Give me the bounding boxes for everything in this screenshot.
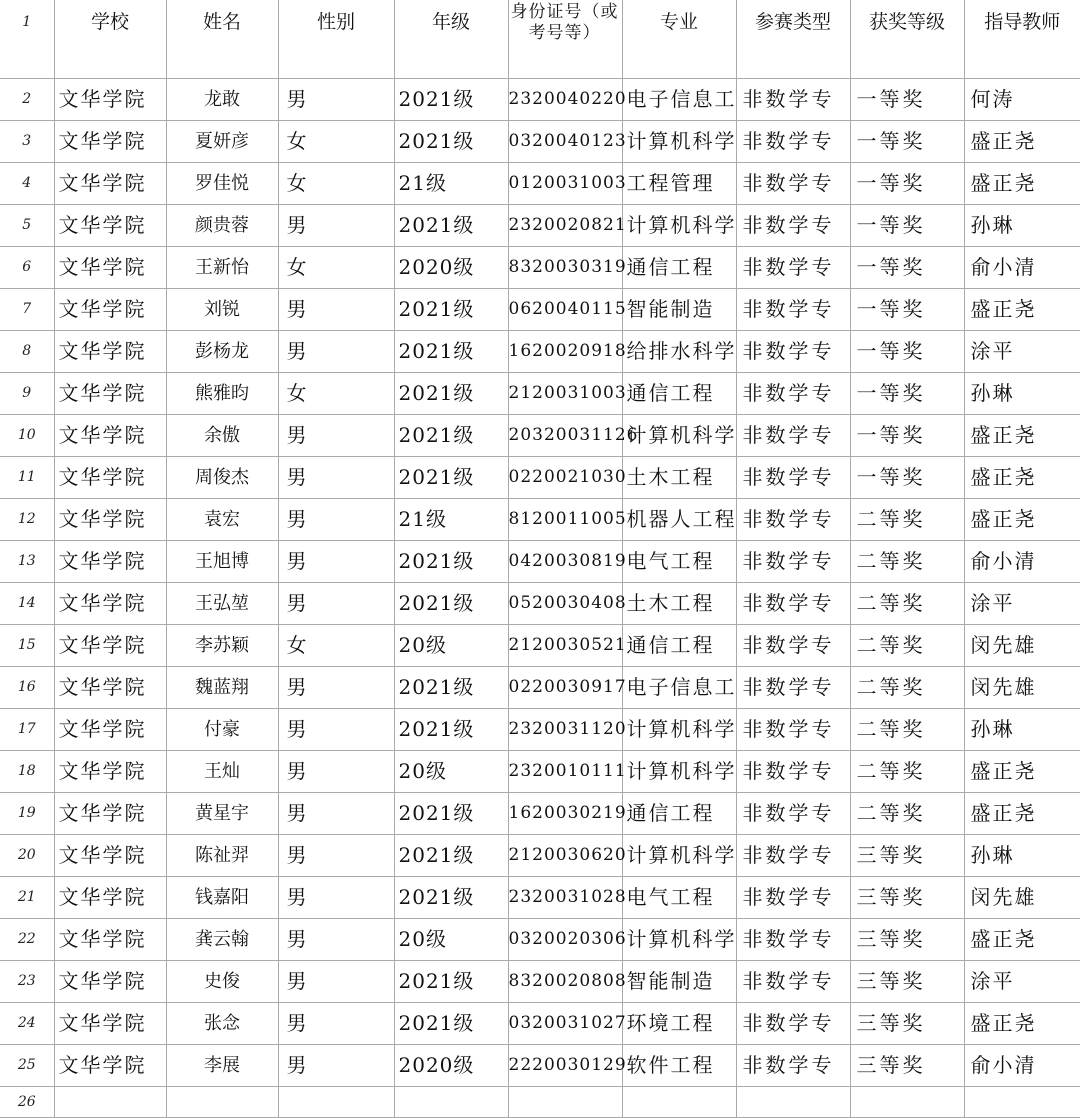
- cell-name[interactable]: 魏蓝翔: [166, 666, 278, 708]
- row-number[interactable]: 15: [0, 624, 54, 666]
- cell-major[interactable]: 电子信息工: [622, 666, 736, 708]
- row-number[interactable]: 19: [0, 792, 54, 834]
- cell-advisor[interactable]: 盛正尧: [964, 414, 1080, 456]
- cell-school[interactable]: 文华学院: [54, 708, 166, 750]
- cell-name[interactable]: 龙敢: [166, 78, 278, 120]
- cell-grade[interactable]: 2021级: [394, 708, 508, 750]
- row-number[interactable]: 25: [0, 1044, 54, 1086]
- row-number[interactable]: 3: [0, 120, 54, 162]
- table-row: [0, 960, 1080, 1002]
- header-entry-type[interactable]: 参赛类型: [736, 0, 850, 78]
- cell-school[interactable]: 文华学院: [54, 1044, 166, 1086]
- cell-school[interactable]: 文华学院: [54, 876, 166, 918]
- cell-advisor[interactable]: 孙琳: [964, 834, 1080, 876]
- cell-advisor[interactable]: 何涛: [964, 78, 1080, 120]
- cell-id-number[interactable]: 2120030521: [508, 624, 622, 666]
- row-number[interactable]: 13: [0, 540, 54, 582]
- cell-major[interactable]: 智能制造: [622, 960, 736, 1002]
- cell-award-level[interactable]: 三等奖: [850, 1044, 964, 1086]
- cell-id-number[interactable]: 0320031027: [508, 1002, 622, 1044]
- cell-entry-type[interactable]: 非数学专: [736, 1002, 850, 1044]
- cell-advisor[interactable]: 孙琳: [964, 204, 1080, 246]
- cell-major[interactable]: 计算机科学: [622, 708, 736, 750]
- cell-entry-type[interactable]: 非数学专: [736, 120, 850, 162]
- cell-name[interactable]: 史俊: [166, 960, 278, 1002]
- cell-grade[interactable]: 2021级: [394, 1002, 508, 1044]
- cell-gender[interactable]: 男: [278, 78, 394, 120]
- row-number[interactable]: 18: [0, 750, 54, 792]
- table-row: [0, 330, 1080, 372]
- table-row: [0, 918, 1080, 960]
- cell-name[interactable]: 王旭博: [166, 540, 278, 582]
- row-number[interactable]: 6: [0, 246, 54, 288]
- empty-cell[interactable]: [850, 1086, 964, 1117]
- cell-gender[interactable]: 男: [278, 1044, 394, 1086]
- cell-id-number[interactable]: 2120030620: [508, 834, 622, 876]
- cell-school[interactable]: 文华学院: [54, 330, 166, 372]
- cell-major[interactable]: 土木工程: [622, 456, 736, 498]
- cell-major[interactable]: 通信工程: [622, 372, 736, 414]
- cell-major[interactable]: 计算机科学: [622, 204, 736, 246]
- cell-gender[interactable]: 男: [278, 582, 394, 624]
- cell-id-number[interactable]: 20320031126: [508, 414, 622, 456]
- cell-advisor[interactable]: 闵先雄: [964, 666, 1080, 708]
- cell-name[interactable]: 付豪: [166, 708, 278, 750]
- table-row: [0, 582, 1080, 624]
- cell-gender[interactable]: 男: [278, 876, 394, 918]
- cell-grade[interactable]: 2021级: [394, 666, 508, 708]
- table-row: [0, 120, 1080, 162]
- table-row: [0, 834, 1080, 876]
- row-number[interactable]: 23: [0, 960, 54, 1002]
- cell-name[interactable]: 熊雅昀: [166, 372, 278, 414]
- cell-gender[interactable]: 男: [278, 1002, 394, 1044]
- cell-school[interactable]: 文华学院: [54, 582, 166, 624]
- row-number[interactable]: 24: [0, 1002, 54, 1044]
- cell-name[interactable]: 黄星宇: [166, 792, 278, 834]
- cell-gender[interactable]: 女: [278, 372, 394, 414]
- cell-award-level[interactable]: 二等奖: [850, 792, 964, 834]
- row-number[interactable]: 5: [0, 204, 54, 246]
- empty-cell[interactable]: [54, 1086, 166, 1117]
- cell-entry-type[interactable]: 非数学专: [736, 834, 850, 876]
- cell-grade[interactable]: 2021级: [394, 414, 508, 456]
- cell-name[interactable]: 刘锐: [166, 288, 278, 330]
- cell-award-level[interactable]: 一等奖: [850, 372, 964, 414]
- row-number[interactable]: 21: [0, 876, 54, 918]
- cell-entry-type[interactable]: 非数学专: [736, 792, 850, 834]
- table-row: [0, 750, 1080, 792]
- cell-advisor[interactable]: 盛正尧: [964, 792, 1080, 834]
- cell-gender[interactable]: 男: [278, 750, 394, 792]
- cell-grade[interactable]: 2021级: [394, 792, 508, 834]
- cell-id-number[interactable]: 0520030408: [508, 582, 622, 624]
- cell-award-level[interactable]: 三等奖: [850, 834, 964, 876]
- cell-award-level[interactable]: 二等奖: [850, 624, 964, 666]
- cell-major[interactable]: 计算机科学: [622, 918, 736, 960]
- cell-name[interactable]: 王灿: [166, 750, 278, 792]
- cell-advisor[interactable]: 盛正尧: [964, 288, 1080, 330]
- cell-award-level[interactable]: 三等奖: [850, 960, 964, 1002]
- empty-cell[interactable]: [622, 1086, 736, 1117]
- table-row: [0, 372, 1080, 414]
- cell-entry-type[interactable]: 非数学专: [736, 624, 850, 666]
- cell-grade[interactable]: 21级: [394, 162, 508, 204]
- cell-grade[interactable]: 2021级: [394, 456, 508, 498]
- cell-grade[interactable]: 2021级: [394, 540, 508, 582]
- cell-advisor[interactable]: 盛正尧: [964, 750, 1080, 792]
- cell-grade[interactable]: 20级: [394, 918, 508, 960]
- header-gender[interactable]: 性别: [278, 0, 394, 78]
- table-row: [0, 246, 1080, 288]
- cell-major[interactable]: 计算机科学: [622, 120, 736, 162]
- cell-advisor[interactable]: 孙琳: [964, 372, 1080, 414]
- cell-school[interactable]: 文华学院: [54, 750, 166, 792]
- table-row: [0, 288, 1080, 330]
- empty-cell[interactable]: [166, 1086, 278, 1117]
- cell-major[interactable]: 环境工程: [622, 1002, 736, 1044]
- cell-id-number[interactable]: 0420030819: [508, 540, 622, 582]
- cell-grade[interactable]: 2021级: [394, 876, 508, 918]
- table-row: [0, 204, 1080, 246]
- header-advisor[interactable]: 指导教师: [964, 0, 1080, 78]
- cell-school[interactable]: 文华学院: [54, 960, 166, 1002]
- row-number[interactable]: 26: [0, 1086, 54, 1117]
- cell-gender[interactable]: 男: [278, 498, 394, 540]
- row-number[interactable]: 20: [0, 834, 54, 876]
- table-row: [0, 1044, 1080, 1086]
- cell-advisor[interactable]: 盛正尧: [964, 498, 1080, 540]
- cell-id-number[interactable]: 0320040123: [508, 120, 622, 162]
- header-id-number[interactable]: 身份证号（或考号等）: [508, 0, 622, 78]
- cell-school[interactable]: 文华学院: [54, 540, 166, 582]
- cell-grade[interactable]: 2021级: [394, 120, 508, 162]
- cell-school[interactable]: 文华学院: [54, 792, 166, 834]
- cell-major[interactable]: 通信工程: [622, 246, 736, 288]
- cell-award-level[interactable]: 二等奖: [850, 498, 964, 540]
- cell-name[interactable]: 颜贵蓉: [166, 204, 278, 246]
- cell-gender[interactable]: 男: [278, 666, 394, 708]
- cell-school[interactable]: 文华学院: [54, 372, 166, 414]
- cell-entry-type[interactable]: 非数学专: [736, 456, 850, 498]
- cell-school[interactable]: 文华学院: [54, 624, 166, 666]
- table-row: [0, 78, 1080, 120]
- cell-school[interactable]: 文华学院: [54, 414, 166, 456]
- table-row: [0, 708, 1080, 750]
- cell-id-number[interactable]: 0320020306: [508, 918, 622, 960]
- cell-school[interactable]: 文华学院: [54, 918, 166, 960]
- cell-major[interactable]: 工程管理: [622, 162, 736, 204]
- row-number[interactable]: 10: [0, 414, 54, 456]
- row-number[interactable]: 17: [0, 708, 54, 750]
- cell-entry-type[interactable]: 非数学专: [736, 330, 850, 372]
- cell-gender[interactable]: 男: [278, 330, 394, 372]
- row-number[interactable]: 14: [0, 582, 54, 624]
- cell-award-level[interactable]: 三等奖: [850, 1002, 964, 1044]
- table-row: [0, 666, 1080, 708]
- cell-name[interactable]: 张念: [166, 1002, 278, 1044]
- cell-school[interactable]: 文华学院: [54, 1002, 166, 1044]
- cell-entry-type[interactable]: 非数学专: [736, 708, 850, 750]
- cell-advisor[interactable]: 俞小清: [964, 1044, 1080, 1086]
- cell-award-level[interactable]: 一等奖: [850, 246, 964, 288]
- cell-name[interactable]: 王弘堃: [166, 582, 278, 624]
- row-number[interactable]: 4: [0, 162, 54, 204]
- cell-award-level[interactable]: 二等奖: [850, 750, 964, 792]
- row-number[interactable]: 2: [0, 78, 54, 120]
- cell-advisor[interactable]: 涂平: [964, 330, 1080, 372]
- cell-entry-type[interactable]: 非数学专: [736, 372, 850, 414]
- cell-gender[interactable]: 男: [278, 204, 394, 246]
- cell-id-number[interactable]: 1620020918: [508, 330, 622, 372]
- cell-grade[interactable]: 2021级: [394, 288, 508, 330]
- cell-entry-type[interactable]: 非数学专: [736, 666, 850, 708]
- cell-advisor[interactable]: 涂平: [964, 960, 1080, 1002]
- table-row: [0, 1002, 1080, 1044]
- cell-school[interactable]: 文华学院: [54, 246, 166, 288]
- cell-award-level[interactable]: 一等奖: [850, 456, 964, 498]
- cell-id-number[interactable]: 0620040115: [508, 288, 622, 330]
- cell-advisor[interactable]: 盛正尧: [964, 1002, 1080, 1044]
- cell-entry-type[interactable]: 非数学专: [736, 414, 850, 456]
- cell-name[interactable]: 龚云翰: [166, 918, 278, 960]
- table-row: [0, 540, 1080, 582]
- header-school[interactable]: 学校: [54, 0, 166, 78]
- cell-name[interactable]: 李展: [166, 1044, 278, 1086]
- cell-gender[interactable]: 女: [278, 120, 394, 162]
- cell-id-number[interactable]: 8320020808: [508, 960, 622, 1002]
- header-grade[interactable]: 年级: [394, 0, 508, 78]
- cell-id-number[interactable]: 1620030219: [508, 792, 622, 834]
- cell-advisor[interactable]: 盛正尧: [964, 120, 1080, 162]
- header-row: [0, 0, 1080, 78]
- cell-gender[interactable]: 女: [278, 624, 394, 666]
- cell-grade[interactable]: 2021级: [394, 582, 508, 624]
- cell-award-level[interactable]: 三等奖: [850, 918, 964, 960]
- cell-major[interactable]: 电气工程: [622, 540, 736, 582]
- header-award-level[interactable]: 获奖等级: [850, 0, 964, 78]
- cell-id-number[interactable]: 8120011005: [508, 498, 622, 540]
- cell-grade[interactable]: 2021级: [394, 372, 508, 414]
- cell-school[interactable]: 文华学院: [54, 456, 166, 498]
- table-row: [0, 162, 1080, 204]
- cell-gender[interactable]: 男: [278, 834, 394, 876]
- cell-entry-type[interactable]: 非数学专: [736, 246, 850, 288]
- cell-grade[interactable]: 2020级: [394, 246, 508, 288]
- cell-gender[interactable]: 男: [278, 414, 394, 456]
- cell-name[interactable]: 钱嘉阳: [166, 876, 278, 918]
- cell-entry-type[interactable]: 非数学专: [736, 204, 850, 246]
- cell-major[interactable]: 计算机科学: [622, 414, 736, 456]
- cell-name[interactable]: 彭杨龙: [166, 330, 278, 372]
- cell-award-level[interactable]: 一等奖: [850, 330, 964, 372]
- cell-advisor[interactable]: 闵先雄: [964, 624, 1080, 666]
- cell-entry-type[interactable]: 非数学专: [736, 876, 850, 918]
- cell-grade[interactable]: 2020级: [394, 1044, 508, 1086]
- cell-school[interactable]: 文华学院: [54, 834, 166, 876]
- header-name[interactable]: 姓名: [166, 0, 278, 78]
- cell-award-level[interactable]: 三等奖: [850, 876, 964, 918]
- cell-id-number[interactable]: 2320031028: [508, 876, 622, 918]
- table-row: [0, 876, 1080, 918]
- cell-gender[interactable]: 女: [278, 246, 394, 288]
- cell-name[interactable]: 李苏颖: [166, 624, 278, 666]
- cell-entry-type[interactable]: 非数学专: [736, 960, 850, 1002]
- cell-major[interactable]: 土木工程: [622, 582, 736, 624]
- header-major[interactable]: 专业: [622, 0, 736, 78]
- cell-entry-type[interactable]: 非数学专: [736, 162, 850, 204]
- cell-entry-type[interactable]: 非数学专: [736, 540, 850, 582]
- cell-school[interactable]: 文华学院: [54, 204, 166, 246]
- cell-gender[interactable]: 男: [278, 792, 394, 834]
- cell-major[interactable]: 电气工程: [622, 876, 736, 918]
- cell-major[interactable]: 通信工程: [622, 624, 736, 666]
- cell-grade[interactable]: 2021级: [394, 204, 508, 246]
- row-number[interactable]: 1: [0, 0, 54, 78]
- cell-gender[interactable]: 男: [278, 456, 394, 498]
- cell-grade[interactable]: 20级: [394, 624, 508, 666]
- cell-id-number[interactable]: 2320040220: [508, 78, 622, 120]
- cell-name[interactable]: 罗佳悦: [166, 162, 278, 204]
- cell-entry-type[interactable]: 非数学专: [736, 918, 850, 960]
- cell-award-level[interactable]: 一等奖: [850, 162, 964, 204]
- cell-grade[interactable]: 2021级: [394, 78, 508, 120]
- cell-major[interactable]: 智能制造: [622, 288, 736, 330]
- cell-id-number[interactable]: 0220030917: [508, 666, 622, 708]
- table-row: [0, 414, 1080, 456]
- cell-school[interactable]: 文华学院: [54, 666, 166, 708]
- cell-name[interactable]: 王新怡: [166, 246, 278, 288]
- row-number[interactable]: 9: [0, 372, 54, 414]
- cell-id-number[interactable]: 8320030319: [508, 246, 622, 288]
- cell-school[interactable]: 文华学院: [54, 498, 166, 540]
- cell-entry-type[interactable]: 非数学专: [736, 582, 850, 624]
- cell-school[interactable]: 文华学院: [54, 120, 166, 162]
- cell-entry-type[interactable]: 非数学专: [736, 288, 850, 330]
- row-number[interactable]: 7: [0, 288, 54, 330]
- cell-id-number[interactable]: 2220030129: [508, 1044, 622, 1086]
- cell-advisor[interactable]: 孙琳: [964, 708, 1080, 750]
- table-row: [0, 624, 1080, 666]
- row-number[interactable]: 8: [0, 330, 54, 372]
- cell-name[interactable]: 陈祉羿: [166, 834, 278, 876]
- row-number[interactable]: 12: [0, 498, 54, 540]
- cell-grade[interactable]: 2021级: [394, 330, 508, 372]
- cell-id-number[interactable]: 0120031003: [508, 162, 622, 204]
- cell-id-number[interactable]: 2320031120: [508, 708, 622, 750]
- cell-award-level[interactable]: 二等奖: [850, 708, 964, 750]
- cell-award-level[interactable]: 二等奖: [850, 582, 964, 624]
- cell-school[interactable]: 文华学院: [54, 78, 166, 120]
- cell-major[interactable]: 计算机科学: [622, 750, 736, 792]
- cell-major[interactable]: 软件工程: [622, 1044, 736, 1086]
- cell-award-level[interactable]: 一等奖: [850, 204, 964, 246]
- empty-cell[interactable]: [508, 1086, 622, 1117]
- cell-advisor[interactable]: 闵先雄: [964, 876, 1080, 918]
- empty-cell[interactable]: [278, 1086, 394, 1117]
- cell-advisor[interactable]: 涂平: [964, 582, 1080, 624]
- cell-id-number[interactable]: 0220021030: [508, 456, 622, 498]
- cell-advisor[interactable]: 盛正尧: [964, 456, 1080, 498]
- cell-entry-type[interactable]: 非数学专: [736, 1044, 850, 1086]
- cell-name[interactable]: 夏妍彦: [166, 120, 278, 162]
- cell-id-number[interactable]: 2320020821: [508, 204, 622, 246]
- table-row: [0, 792, 1080, 834]
- empty-cell[interactable]: [394, 1086, 508, 1117]
- cell-entry-type[interactable]: 非数学专: [736, 750, 850, 792]
- cell-gender[interactable]: 男: [278, 540, 394, 582]
- cell-id-number[interactable]: 2120031003: [508, 372, 622, 414]
- cell-major[interactable]: 电子信息工: [622, 78, 736, 120]
- cell-advisor[interactable]: 俞小清: [964, 540, 1080, 582]
- cell-name[interactable]: 余傲: [166, 414, 278, 456]
- empty-cell[interactable]: [736, 1086, 850, 1117]
- cell-advisor[interactable]: 俞小清: [964, 246, 1080, 288]
- cell-major[interactable]: 通信工程: [622, 792, 736, 834]
- cell-school[interactable]: 文华学院: [54, 288, 166, 330]
- cell-award-level[interactable]: 一等奖: [850, 120, 964, 162]
- cell-grade[interactable]: 2021级: [394, 960, 508, 1002]
- cell-award-level[interactable]: 二等奖: [850, 540, 964, 582]
- cell-name[interactable]: 袁宏: [166, 498, 278, 540]
- row-number[interactable]: 22: [0, 918, 54, 960]
- cell-award-level[interactable]: 一等奖: [850, 414, 964, 456]
- cell-award-level[interactable]: 一等奖: [850, 288, 964, 330]
- row-number[interactable]: 16: [0, 666, 54, 708]
- cell-advisor[interactable]: 盛正尧: [964, 162, 1080, 204]
- cell-gender[interactable]: 男: [278, 918, 394, 960]
- cell-school[interactable]: 文华学院: [54, 162, 166, 204]
- cell-grade[interactable]: 20级: [394, 750, 508, 792]
- cell-advisor[interactable]: 盛正尧: [964, 918, 1080, 960]
- cell-award-level[interactable]: 二等奖: [850, 666, 964, 708]
- cell-gender[interactable]: 男: [278, 288, 394, 330]
- table-row-empty: [0, 1086, 1080, 1117]
- cell-id-number[interactable]: 2320010111: [508, 750, 622, 792]
- cell-major[interactable]: 给排水科学: [622, 330, 736, 372]
- cell-gender[interactable]: 男: [278, 960, 394, 1002]
- table-row: [0, 456, 1080, 498]
- cell-award-level[interactable]: 一等奖: [850, 78, 964, 120]
- cell-major[interactable]: 计算机科学: [622, 834, 736, 876]
- row-number[interactable]: 11: [0, 456, 54, 498]
- empty-cell[interactable]: [964, 1086, 1080, 1117]
- cell-name[interactable]: 周俊杰: [166, 456, 278, 498]
- cell-grade[interactable]: 2021级: [394, 834, 508, 876]
- cell-gender[interactable]: 男: [278, 708, 394, 750]
- table-row: [0, 498, 1080, 540]
- cell-grade[interactable]: 21级: [394, 498, 508, 540]
- cell-entry-type[interactable]: 非数学专: [736, 78, 850, 120]
- cell-major[interactable]: 机器人工程: [622, 498, 736, 540]
- cell-entry-type[interactable]: 非数学专: [736, 498, 850, 540]
- cell-gender[interactable]: 女: [278, 162, 394, 204]
